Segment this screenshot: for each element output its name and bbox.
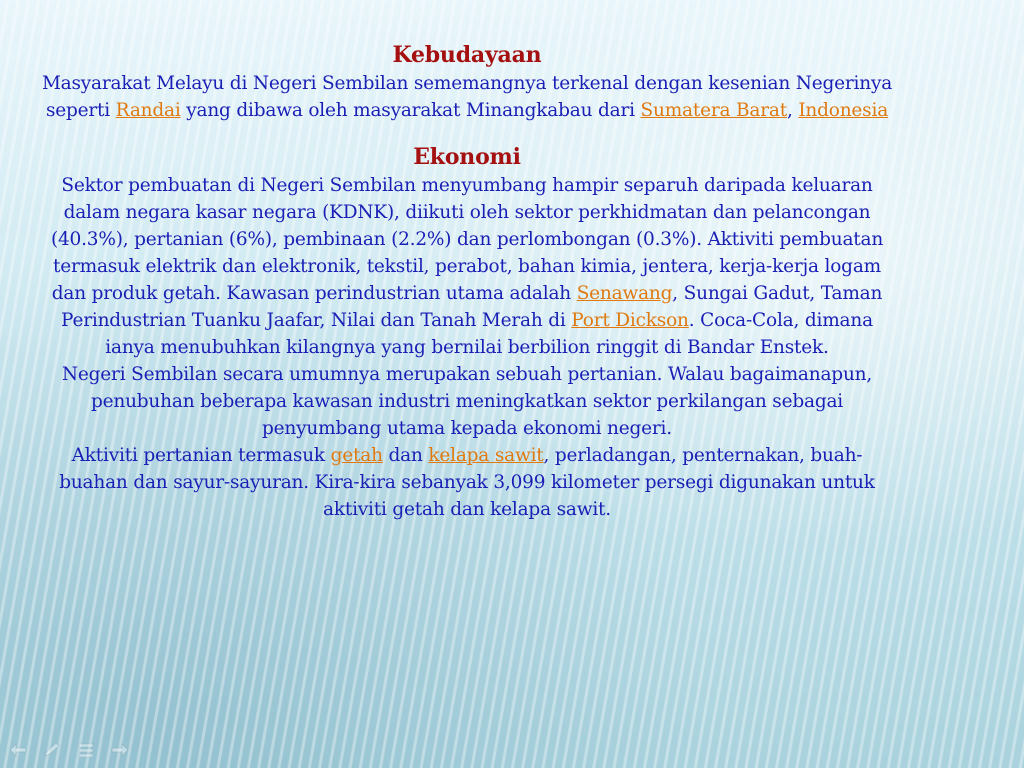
back-arrow-icon[interactable] xyxy=(8,742,28,758)
text: Sektor pembuatan di Negeri Sembilan menyumbang hampir separuh daripada keluaran dalam negara kasar negara (KDNK), diikuti oleh sektor perkhidmatan dan pelancongan (40.3%), pertanian (6%), pembinaan (2.2%) dan perlombongan (0.3%). Aktiviti pembuatan termasuk elektrik dan elektronik, tekstil, perabot, bahan kimia, jentera, kerja-kerja logam dan produk getah. Kawasan perindustrian utama adalah xyxy=(50,175,884,304)
link-sumatera-barat[interactable]: Sumatera Barat xyxy=(640,100,787,121)
paragraph-ekonomi-1 xyxy=(40,172,894,361)
heading-ekonomi: Ekonomi xyxy=(413,144,521,170)
text: dan xyxy=(382,445,429,466)
spacer xyxy=(40,124,894,142)
text: , xyxy=(786,100,799,121)
text: Aktiviti pertanian termasuk xyxy=(71,445,331,466)
heading-kebudayaan: Kebudayaan xyxy=(392,42,542,68)
link-indonesia[interactable]: Indonesia xyxy=(798,100,889,121)
text: , perladangan, penternakan, buah-buahan dan sayur-sayuran. Kira-kira sebanyak 3,099 kilometer persegi digunakan untuk aktiviti getah dan kelapa sawit. xyxy=(59,445,875,520)
text: , Sungai Gadut, Taman Perindustrian Tuanku Jaafar, Nilai dan Tanah Merah di xyxy=(61,283,883,331)
link-senawang[interactable]: Senawang xyxy=(576,283,673,304)
paragraph-kebudayaan xyxy=(40,70,894,124)
paragraph-ekonomi-3 xyxy=(40,442,894,523)
slideshow-nav xyxy=(8,742,130,758)
text: yang dibawa oleh masyarakat Minangkabau dari xyxy=(180,100,641,121)
slide-content xyxy=(40,40,894,523)
link-kelapa-sawit[interactable]: kelapa sawit xyxy=(428,445,544,466)
link-getah[interactable]: getah xyxy=(330,445,383,466)
text: . Coca-Cola, dimana ianya menubuhkan kilangnya yang bernilai berbilion ringgit di Bandar Enstek. xyxy=(105,310,873,358)
paragraph-ekonomi-2: Negeri Sembilan secara umumnya merupakan sebuah pertanian. Walau bagaimanapun, penubuhan beberapa kawasan industri meningkatkan sektor perkilangan sebagai penyumbang utama kepada ekonomi negeri. xyxy=(61,364,873,439)
link-port-dickson[interactable]: Port Dickson xyxy=(571,310,689,331)
text: Masyarakat Melayu di Negeri Sembilan sememangnya terkenal dengan kesenian Negerinya seperti xyxy=(41,73,893,121)
pen-icon[interactable] xyxy=(42,742,62,758)
forward-arrow-icon[interactable] xyxy=(110,742,130,758)
link-randai[interactable]: Randai xyxy=(115,100,181,121)
menu-icon[interactable] xyxy=(76,742,96,758)
